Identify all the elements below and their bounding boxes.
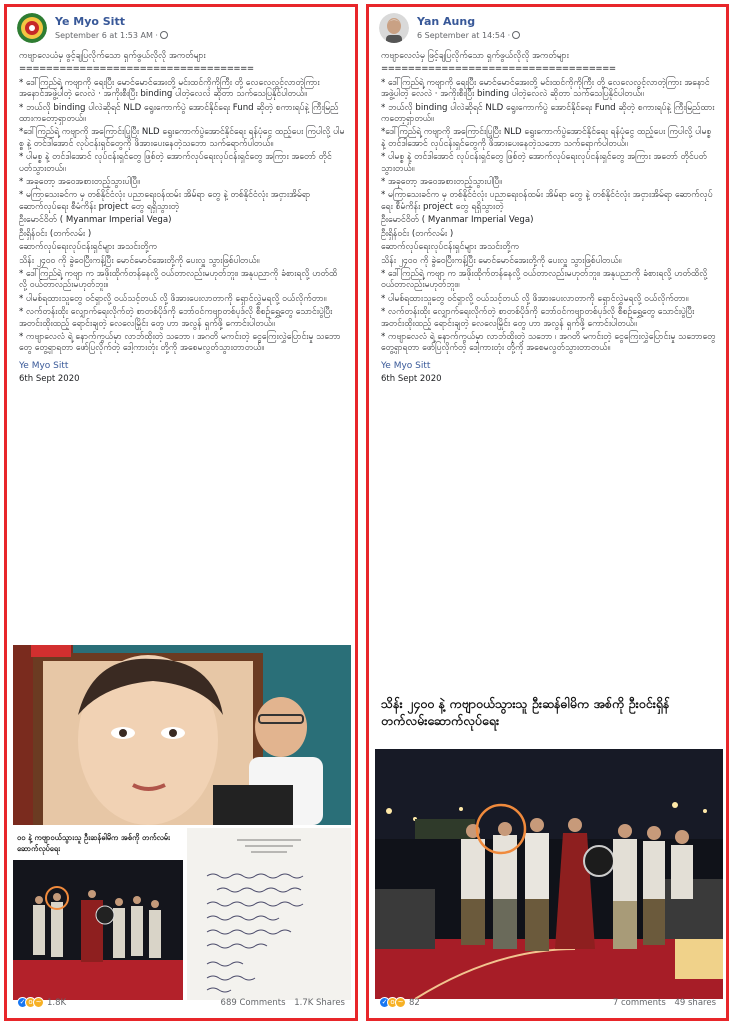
post-paragraph: * အခုတော့ အဝေအစားတည့်သွားပါပြီ။ [19, 177, 140, 188]
post-stats [215, 998, 345, 1008]
left-post-panel [4, 4, 358, 1021]
post-paragraph: * ကဗျာလေလံ ရဲ့ နောက်ကွယ်မှာ လာဘ်ထိုးတဲ့ သဘော ၊ အဂတိ မကင်းတဲ့ ငွေကြေးလွှဲပြောင်းမှု သဘောတွေ တွေ့ရှာရတာ ဖော်ပြလိုက်တဲ့ ဒေါ့ကားတုံး တို့ကို အစေမလွတ်သွားတာတယ်။ [381, 331, 716, 354]
inset-banner: ၀၀ နဲ့ ကဗျာဝယ်သွားသူ ဦးဆန်ဓါမိက အစ်ကို တက်လမ်းဆောက်လုပ်ရေး [13, 828, 183, 860]
post-paragraph: *ဒေါ်ကြည်ရဲ့ ကဗျာကို အကြောင်းပြုပြီး NLD ရွေးကောက်ပွဲအောင်နိုင်ရေး ရန်ပုံငွေ ထည့်ပေး ကြပါလို့ ပါမစ္စ နဲ့ တင်ဒါအောင် လုပ်ငန်းရှင်တွေကို ဖိအားပေးနေတဲ့သဘော သက်ရောက်ပါတယ်။ [19, 127, 345, 149]
signature-date: 6th Sept 2020 [19, 374, 80, 385]
reactions[interactable] [17, 997, 66, 1011]
sad-icon: ~ [33, 997, 44, 1008]
comments-count[interactable]: 7 comments [612, 998, 666, 1008]
right-post-panel [366, 4, 729, 1021]
signature-date: 6th Sept 2020 [381, 374, 442, 385]
post-paragraph: ဦးရှိန်ဝင်း (တက်လမ်း ) [381, 228, 454, 239]
post-paragraph: * မကြာသေးခင်က မှ တစ်နိုင်ငံလုံး ပညာရေးဝန်ထမ်း အိမ်ရာ တွေ နဲ့ တစ်နိုင်ငံလုံး အငှားအိမ်ရာ ဆောက်လုပ်ရေး စီမံကိန်း project တွေ ရရှိသွားတဲ့ [19, 190, 311, 212]
post-paragraph: ဆောက်လုပ်ရေးလုပ်ငန်းရှင်များ အသင်းတို့က [19, 242, 158, 253]
reaction-count[interactable]: 82 [409, 997, 420, 1008]
post-paragraphs [381, 78, 716, 355]
post-divider: =================================== [19, 64, 254, 75]
reaction-count[interactable]: 1.8K [47, 997, 67, 1008]
post-paragraph: * ဒေါ်ကြည်ရဲ့ ကဗျာ က အဖိုးထိုက်တန်နေလို့ ဝယ်တာလည်းမဟုတ်ဘူး၊ အနုပညာကို ခံစားရလို့ ဟတ်ထိလို့ ဝယ်တာလည်းမဟုတ်ဘူး။ [19, 268, 338, 291]
shares-count[interactable]: 49 shares [674, 998, 716, 1008]
signature[interactable]: Ye Myo Sitt [381, 360, 431, 371]
post-timestamp[interactable] [417, 31, 520, 40]
wow-icon: o [25, 997, 36, 1008]
globe-icon [512, 31, 520, 39]
reactions[interactable] [379, 997, 420, 1011]
author-name[interactable]: Ye Myo Sitt [55, 15, 125, 28]
post-body [19, 51, 345, 386]
event-photo[interactable] [375, 749, 723, 999]
post-paragraph: * ပါမစ်ရထားသူတွေ ဝင်ရှာလို့ ဝယ်သင့်တယ် လို့ ဖိအားပေးလာတာကို ရှောင်လွှဲမရလို့ ဝယ်လိုက်တာ။ [19, 293, 327, 304]
post-paragraph: * ဒေါ်ကြည်ရဲ့ ကဗျာ က အဖိုးထိုက်တန်နေလို့ ဝယ်တာလည်းမဟုတ်ဘူး၊ အနုပညာကို ခံစားရလို့ ဟတ်ထိလို့ ဝယ်တာလည်းမဟုတ်ဘူး။ [381, 268, 708, 291]
post-stats [607, 998, 716, 1008]
post-header [379, 13, 716, 49]
post-paragraph: * ပါမစ်ရထားသူတွေ ဝင်ရှာလို့ ဝယ်သင့်တယ် လို့ ဖိအားပေးလာတာကို ရှောင်လွှဲမရလို့ ဝယ်လိုက်တာ။ [381, 293, 689, 304]
avatar[interactable] [379, 13, 409, 43]
post-paragraph: ဦးရှိန်ဝင်း (တက်လမ်း ) [19, 228, 92, 239]
signature[interactable]: Ye Myo Sitt [19, 360, 69, 371]
post-headline: ကဗျာလေလံမှ ဖြင့်ချပြလိုက်သော ရှက်ဖွယ်လိုလို အကတ်များ [381, 51, 569, 61]
post-paragraph: * ပါမစ္စ နဲ့ တင်ဒါအောင် လုပ်ငန်းရှင်တွေ ဖြစ်တဲ့ အောက်လုပ်ရေးလုပ်ငန်းရှင်တွေ အကြား အတော် တိုင်ပတ်သွားတယ်။ [381, 152, 708, 174]
wow-icon: o [387, 997, 398, 1008]
post-paragraph: * လက်တန်းထိုး လျှောက်ရေးလိုက်တဲ့ စာတစ်ပိုဒ်ကို ဘော်ဝင်ကဗျာတစ်ပုဒ်လို စီစဉ်ရွှေ့တွေ သောင်းပွဲပြီး အတင်းထိုးထည့် ရောင်းချတဲ့ လေလေမြိုင်း တွေ ဟာ အလွန် ရှက်ဖို့ ကောင်းပါတယ်။ [19, 307, 333, 329]
avatar[interactable] [17, 13, 47, 43]
post-paragraph: ဦးမောင်ဝိတ် ( Myanmar Imperial Vega) [381, 215, 534, 226]
post-timestamp[interactable] [55, 31, 168, 40]
post-paragraph: * မကြာသေးခင်က မှ တစ်နိုင်ငံလုံး ပညာရေးဝန်ထမ်း အိမ်ရာ တွေ နဲ့ တစ်နိုင်ငံလုံး အငှားအိမ်ရာ ဆောက်လုပ်ရေး စီမံကိန်း project တွေ ရရှိသွားတဲ့ [381, 190, 713, 212]
post-paragraph: * လက်တန်းထိုး လျှောက်ရေးလိုက်တဲ့ စာတစ်ပိုဒ်ကို ဘော်ဝင်ကဗျာတစ်ပုဒ်လို စီစဉ်ရွှေ့တွေ သောင်းပွဲပြီး အတင်းထိုးထည့် ရောင်းချတဲ့ လေလေမြိုင်း တွေ ဟာ အလွန် ရှက်ဖို့ ကောင်းပါတယ်။ [381, 307, 695, 329]
author-name[interactable]: Yan Aung [417, 15, 476, 28]
comments-count[interactable]: 689 Comments [220, 998, 286, 1008]
like-icon: ✓ [17, 997, 28, 1008]
post-header [17, 13, 345, 49]
post-paragraph: * ဒေါ်ကြည်ရဲ့ ကဗျာကို ရေးပြီး မောင်မောင်အေးတို့ မင်းထင်ကိုကိုကြီး တို့ လေလေလွင့်လာတဲ့ကြား အနောင်အဖွဲ့ပါတဲ့ လေလဲ · အကိုးစီးပြီး binding ပါတဲ့လေလဲ ဆိုတာ သက်သေပြနိုင်ပါတယ်။ [19, 77, 320, 100]
post-footer [17, 996, 345, 1012]
post-paragraph: *ဒေါ်ကြည်ရဲ့ ကဗျာကို အကြောင်းပြုပြီး NLD ရွေးကောက်ပွဲအောင်နိုင်ရေး ရန်ပုံငွေ ထည့်ပေး ကြပါလို့ ပါမစ္စ နဲ့ တင်ဒါအောင် လုပ်ငန်းရှင်တွေကို ဖိအားပေးနေတဲ့သဘော သက်ရောက်ပါတယ်။ [381, 127, 712, 149]
event-photo-inset[interactable] [13, 828, 183, 1000]
shared-image-title: သိန်း ၂၄၀၀ နဲ့ ကဗျာဝယ်သွားသူ ဦးဆန်ဓါမိက အစ်ကို ဦးဝင်းရှိန် တက်လမ်းဆောက်လုပ်ရေး [381, 696, 670, 728]
post-body [381, 51, 716, 386]
post-paragraph: * ဘယ်လို binding ပါလဲဆိုရင် NLD ရွေးကောက်ပွဲ အောင်နိုင်ရေး Fund ဆိုတဲ့ စကားရပ်နဲ့ ကြီးမြည်ထားကတော့ရှာတယ်။ [19, 102, 339, 125]
post-paragraph: * အခုတော့ အဝေအစားတည့်သွားပါပြီ။ [381, 177, 502, 188]
post-paragraph: သိန်း ၂၄၀၀ ကို ခွဲဝေပြီးကန့်ပြီး မောင်မောင်အေးတို့ကို ပေးလှူ သွားဖြစ်ပါတယ်။ [381, 255, 622, 266]
timestamp-text[interactable]: September 6 at 1:53 AM · [55, 31, 158, 40]
post-headline: ကဗျာလေယံမှ ဖွင့်ချပြလိုက်သော ရှက်ဖွယ်လိုလို အကတ်များ [19, 51, 206, 61]
timestamp-text[interactable]: 6 September at 14:54 · [417, 31, 511, 40]
post-paragraphs [19, 78, 345, 355]
post-paragraph: ဆောက်လုပ်ရေးလုပ်ငန်းရှင်များ အသင်းတို့က [381, 242, 520, 253]
post-paragraph: သိန်း ၂၄၀၀ ကို ခွဲဝေပြီးကန့်ပြီး မောင်မောင်အေးတို့ကို ပေးလှူ သွားဖြစ်ပါတယ်။ [19, 255, 260, 266]
post-paragraph: * ပါမစ္စ နဲ့ တင်ဒါအောင် လုပ်ငန်းရှင်တွေ ဖြစ်တဲ့ အောက်လုပ်ရေးလုပ်ငန်းရှင်တွေ အကြား အတော် တိုင်ပတ်သွားတယ်။ [19, 152, 332, 174]
sad-icon: ~ [395, 997, 406, 1008]
post-footer [379, 996, 716, 1012]
handwritten-letter-photo[interactable] [187, 828, 351, 1000]
post-paragraph: ဦးမောင်ဝိတ် ( Myanmar Imperial Vega) [19, 215, 172, 226]
post-paragraph: * ဘယ်လို binding ပါလဲဆိုရင် NLD ရွေးကောက်ပွဲ အောင်နိုင်ရေး Fund ဆိုတဲ့ စကားရပ်နဲ့ ကြီးမြည်ထားကတော့ရှာတယ်။ [381, 102, 715, 125]
post-paragraph: * ဒေါ်ကြည်ရဲ့ ကဗျာကို ရေးပြီး မောင်မောင်အေးတို့ မင်းထင်ကိုကိုကြီး တို့ လေလေလွင့်လာတဲ့ကြား အနောင်အဖွဲ့ပါတဲ့ လေလဲ · အကိုးစီးပြီး binding ပါတဲ့လေလဲ ဆိုတာ သက်သေပြနိုင်ပါတယ်။ [381, 77, 710, 100]
portrait-photo[interactable] [13, 645, 351, 825]
post-divider: =================================== [381, 64, 616, 75]
shares-count[interactable]: 1.7K Shares [294, 998, 345, 1008]
like-icon: ✓ [379, 997, 390, 1008]
post-paragraph: * ကဗျာလေလံ ရဲ့ နောက်ကွယ်မှာ လာဘ်ထိုးတဲ့ သဘော ၊ အဂတိ မကင်းတဲ့ ငွေကြေးလွှဲပြောင်းမှု သဘောတွေ တွေ့ရှာရတာ ဖော်ပြလိုက်တဲ့ ဒေါ့ကားတုံး တို့ကို အစေမလွတ်သွားတာတယ်။ [19, 331, 341, 354]
globe-icon [160, 31, 168, 39]
